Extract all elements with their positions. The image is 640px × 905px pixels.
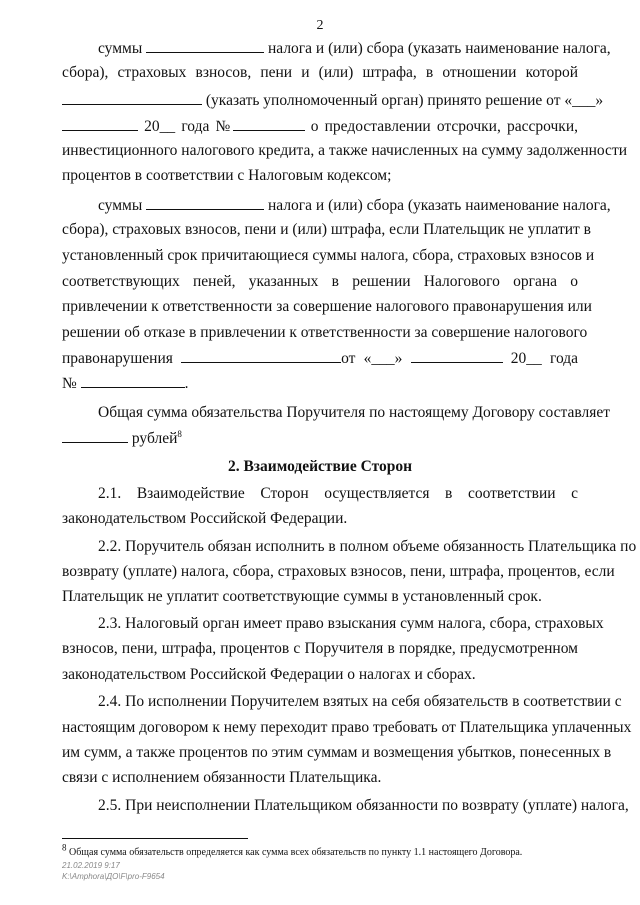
text-line: процентов в соответствии с Налоговым кодексом;	[62, 167, 392, 184]
fill-in-blank[interactable]	[81, 373, 185, 388]
text-fragment: (указать уполномоченный орган) принято решение от «___»	[205, 92, 604, 109]
text-line	[62, 348, 578, 369]
print-stamp-path: K:\Amphora\ДО\F\рrо-F9654	[62, 872, 165, 881]
text-fragment: правонарушения	[62, 350, 173, 367]
text-line: законодательством Российской Федерации.	[62, 510, 348, 527]
text-fragment: от «___»	[341, 350, 403, 367]
text-fragment: рублей	[131, 430, 178, 447]
text-line: 2.4. По исполнении Поручителем взятых на себя обязательств в соответствии с	[98, 693, 622, 710]
page-number: 2	[316, 18, 324, 33]
text-line: привлечении к ответственности за совершение налогового правонарушения или	[62, 298, 592, 315]
text-fragment: 20__ года	[510, 350, 579, 367]
text-fragment: №	[62, 375, 77, 392]
text-fragment: 20__	[144, 118, 176, 135]
text-line: им сумм, а также процентов по этим суммам и возмещения убытков, понесенных в	[62, 744, 612, 761]
fill-in-blank[interactable]	[62, 116, 138, 131]
text-fragment: о предоставлении отсрочки, рассрочки,	[310, 118, 578, 135]
text-line: связи с исполнением обязанности Плательщика.	[62, 769, 382, 786]
text-line	[98, 38, 611, 59]
text-line: Плательщик не уплатит соответствующие суммы в установленный срок.	[62, 588, 542, 605]
text-line: сбора), страховых взносов, пени и (или) штрафа, в отношении которой	[62, 64, 578, 81]
fill-in-blank[interactable]	[146, 195, 264, 210]
footnote-ref: 8	[177, 428, 182, 439]
print-stamp-date: 21.02.2019 9:17	[62, 861, 120, 870]
text-line: решении об отказе в привлечении к ответственности за совершение налогового	[62, 324, 588, 341]
text-line	[62, 373, 578, 394]
text-fragment: года №	[181, 118, 233, 135]
fill-in-blank[interactable]	[146, 38, 264, 53]
fill-in-blank[interactable]	[411, 348, 503, 363]
footnote-divider	[62, 838, 248, 839]
text-fragment: налога и (или) сбора (указать наименование налога,	[268, 40, 611, 57]
fill-in-blank[interactable]	[62, 428, 128, 443]
text-line: 2.1. Взаимодействие Сторон осуществляется в соответствии с	[98, 485, 578, 502]
section-title: 2. Взаимодействие Сторон	[227, 458, 413, 475]
footnote	[62, 842, 523, 858]
footnote-text: Общая сумма обязательств определяется как сумма всех обязательств по пункту 1.1 настоящего Договора.	[69, 847, 523, 858]
text-line	[98, 195, 611, 216]
text-line: возврату (уплате) налога, сбора, страховых взносов, пени, штрафа, процентов, если	[62, 563, 615, 580]
text-fragment: .	[184, 375, 189, 392]
text-line	[62, 116, 578, 137]
text-line: 2.5. При неисполнении Плательщиком обязанности по возврату (уплате) налога,	[98, 797, 629, 814]
text-fragment: суммы	[98, 40, 143, 57]
text-line: Общая сумма обязательства Поручителя по настоящему Договору составляет	[98, 404, 610, 421]
footnote-mark: 8	[62, 842, 67, 853]
fill-in-blank[interactable]	[181, 348, 341, 363]
text-line	[62, 90, 604, 111]
text-line: сбора), страховых взносов, пени и (или) штрафа, если Плательщик не уплатит в	[62, 221, 591, 238]
text-line: 2.2. Поручитель обязан исполнить в полном объеме обязанность Плательщика по	[98, 538, 637, 555]
text-line	[62, 428, 578, 449]
text-line: инвестиционного налогового кредита, а также начисленных на сумму задолженности	[62, 142, 628, 159]
text-fragment: налога и (или) сбора (указать наименование налога,	[268, 197, 611, 214]
text-line: соответствующих пеней, указанных в решении Налогового органа о	[62, 273, 578, 290]
text-line: взносов, пени, штрафа, процентов с Поручителя в порядке, предусмотренном	[62, 640, 578, 657]
text-fragment: суммы	[98, 197, 143, 214]
fill-in-blank[interactable]	[62, 90, 202, 105]
text-line: установленный срок причитающиеся суммы налога, сбора, страховых взносов и	[62, 247, 595, 264]
text-line: законодательством Российской Федерации о налогах и сборах.	[62, 666, 476, 683]
fill-in-blank[interactable]	[233, 116, 305, 131]
text-line: 2.3. Налоговый орган имеет право взыскания сумм налога, сбора, страховых	[98, 615, 604, 632]
text-line: настоящим договором к нему переходит право требовать от Плательщика уплаченных	[62, 719, 632, 736]
